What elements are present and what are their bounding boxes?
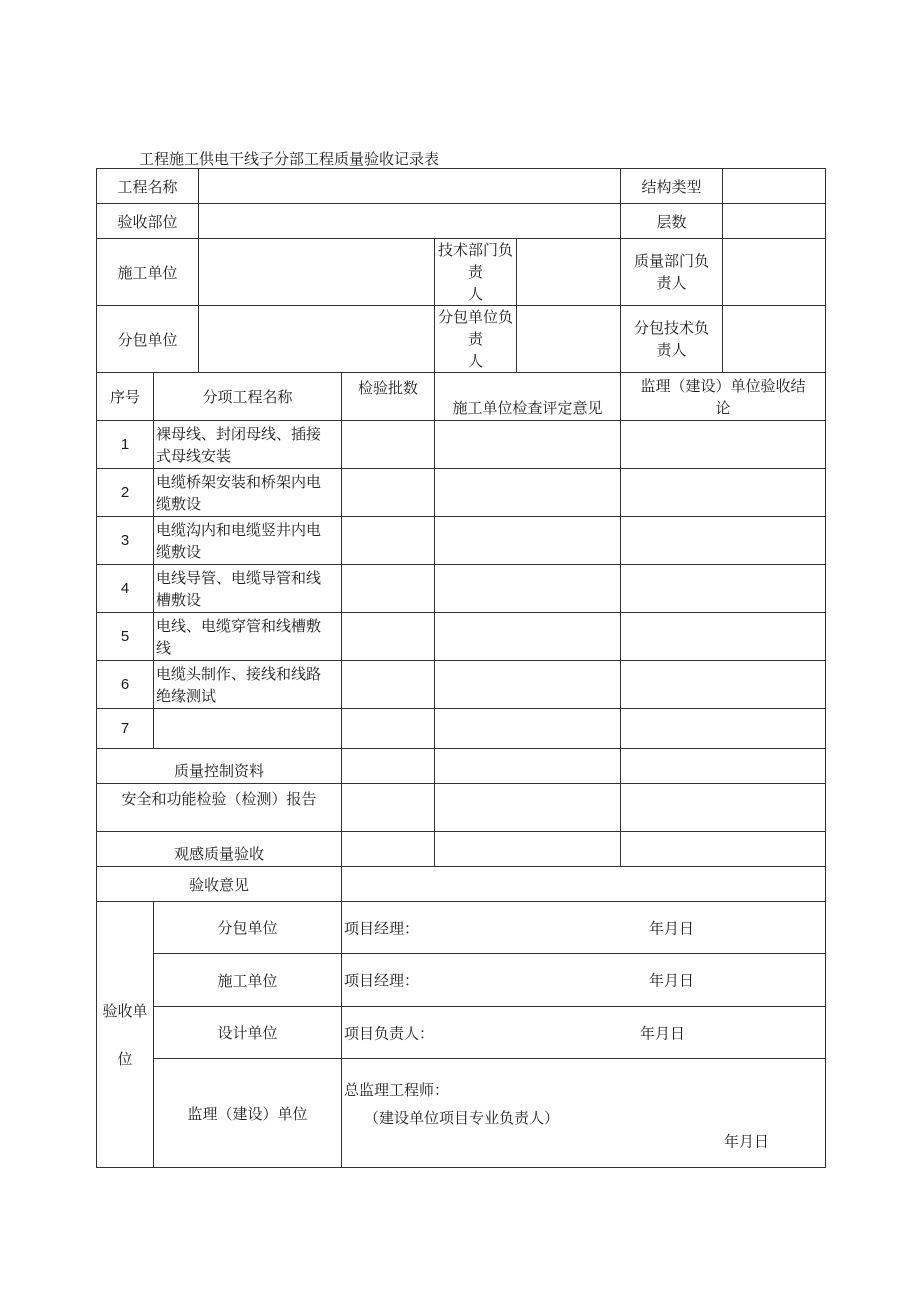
subcontract-unit-row: [97, 306, 826, 373]
form-title: 工程施工供电干线子分部工程质量验收记录表: [139, 150, 440, 168]
design-sign-row: [97, 1007, 826, 1059]
column-header-row: [97, 373, 826, 421]
subcontract-tech-label: 分包技术负 责人: [621, 306, 723, 373]
batch-count-cell[interactable]: [342, 421, 435, 469]
project-name-field[interactable]: [199, 169, 621, 204]
supervisor-conclusion-cell[interactable]: [621, 709, 826, 749]
table-row: [97, 709, 826, 749]
col-supervisor-conclusion: 监理（建设）单位验收结 论: [621, 373, 826, 421]
item-name: 电线、电缆穿管和线槽敷 线: [154, 613, 342, 661]
supervision-sign-cell[interactable]: [342, 1059, 826, 1168]
tech-head-field[interactable]: [517, 239, 621, 306]
supervisor-conclusion-cell[interactable]: [621, 517, 826, 565]
construction-sign-cell[interactable]: [342, 954, 826, 1007]
supervision-date: 年月日: [724, 1132, 770, 1151]
item-name: 电缆头制作、接线和线路 绝缘测试: [154, 661, 342, 709]
batch-count-cell[interactable]: [342, 469, 435, 517]
row-number: 3: [97, 517, 154, 565]
item-name: 裸母线、封闭母线、插接 式母线安装: [154, 421, 342, 469]
quality-control-label: 质量控制资料: [97, 749, 342, 784]
col-contractor-opinion: 施工单位检查评定意见: [435, 373, 621, 421]
subcontract-tech-field[interactable]: [723, 306, 826, 373]
quality-head-label: 质量部门负 责人: [621, 239, 723, 306]
quality-control-row: [97, 749, 826, 784]
batch-count-cell[interactable]: [342, 709, 435, 749]
subcontract-signer-label: 项目经理：: [344, 919, 420, 937]
safety-report-cell[interactable]: [342, 784, 435, 832]
acceptance-part-field[interactable]: [199, 204, 621, 239]
acceptance-opinion-row: [97, 867, 826, 902]
floors-label: 层数: [621, 204, 723, 239]
acceptance-record-table: [96, 168, 826, 1168]
structure-type-field[interactable]: [723, 169, 826, 204]
design-sign-cell[interactable]: [342, 1007, 826, 1059]
acceptance-opinion-label: 验收意见: [97, 867, 342, 902]
subcontract-sign-row: [97, 902, 826, 954]
row-number: 4: [97, 565, 154, 613]
batch-count-cell[interactable]: [342, 517, 435, 565]
item-name: 电线导管、电缆导管和线 槽敷设: [154, 565, 342, 613]
appearance-conclusion[interactable]: [621, 832, 826, 867]
supervisor-conclusion-cell[interactable]: [621, 661, 826, 709]
table-row: [97, 469, 826, 517]
appearance-row: [97, 832, 826, 867]
subcontract-head-field[interactable]: [517, 306, 621, 373]
chief-supervisor-label: 总监理工程师：: [344, 1081, 450, 1099]
contractor-opinion-cell[interactable]: [435, 421, 621, 469]
quality-control-cell[interactable]: [342, 749, 435, 784]
construction-sign-row: [97, 954, 826, 1007]
safety-report-opinion[interactable]: [435, 784, 621, 832]
safety-report-conclusion[interactable]: [621, 784, 826, 832]
row-number: 5: [97, 613, 154, 661]
construction-unit-field[interactable]: [199, 239, 435, 306]
table-row: [97, 421, 826, 469]
safety-report-label: 安全和功能检验（检测）报告: [97, 784, 342, 832]
supervision-sign-row: [97, 1059, 826, 1168]
item-name[interactable]: [154, 709, 342, 749]
contractor-opinion-cell[interactable]: [435, 613, 621, 661]
supervisor-conclusion-cell[interactable]: [621, 565, 826, 613]
acceptance-part-label: 验收部位: [97, 204, 199, 239]
row-number: 6: [97, 661, 154, 709]
batch-count-cell[interactable]: [342, 661, 435, 709]
appearance-opinion[interactable]: [435, 832, 621, 867]
acceptance-part-row: [97, 204, 826, 239]
contractor-opinion-cell[interactable]: [435, 517, 621, 565]
contractor-opinion-cell[interactable]: [435, 565, 621, 613]
col-batch-count: 检验批数: [342, 373, 435, 421]
floors-field[interactable]: [723, 204, 826, 239]
construction-signer-label: 项目经理：: [344, 971, 420, 990]
subcontract-head-label: 分包单位负责 人: [435, 306, 517, 373]
table-row: [97, 613, 826, 661]
supervisor-conclusion-cell[interactable]: [621, 613, 826, 661]
design-signer-label: 项目负责人：: [344, 1024, 435, 1042]
safety-report-row: [97, 784, 826, 832]
col-seq: 序号: [97, 373, 154, 421]
subcontract-unit-name: 分包单位: [154, 902, 342, 954]
acceptance-opinion-field[interactable]: [342, 867, 826, 902]
construction-date: 年月日: [649, 971, 695, 990]
construction-unit-name: 施工单位: [154, 954, 342, 1007]
contractor-opinion-cell[interactable]: [435, 661, 621, 709]
quality-head-field[interactable]: [723, 239, 826, 306]
design-date: 年月日: [640, 1024, 686, 1042]
batch-count-cell[interactable]: [342, 613, 435, 661]
table-row: [97, 565, 826, 613]
design-unit-name: 设计单位: [154, 1007, 342, 1059]
table-row: [97, 661, 826, 709]
owner-rep-label: （建设单位项目专业负责人）: [364, 1109, 560, 1127]
project-name-label: 工程名称: [97, 169, 199, 204]
quality-control-opinion[interactable]: [435, 749, 621, 784]
structure-type-label: 结构类型: [621, 169, 723, 204]
supervisor-conclusion-cell[interactable]: [621, 421, 826, 469]
col-item-name: 分项工程名称: [154, 373, 342, 421]
row-number: 7: [97, 709, 154, 749]
appearance-label: 观感质量验收: [97, 832, 342, 867]
subcontract-unit-field[interactable]: [199, 306, 435, 373]
table-row: [97, 517, 826, 565]
appearance-cell[interactable]: [342, 832, 435, 867]
row-number: 1: [97, 421, 154, 469]
supervision-unit-name: 监理（建设）单位: [154, 1059, 342, 1168]
construction-unit-row: [97, 239, 826, 306]
construction-unit-label: 施工单位: [97, 239, 199, 306]
subcontract-date: 年月日: [649, 919, 695, 937]
tech-head-label: 技术部门负责 人: [435, 239, 517, 306]
subcontract-sign-cell[interactable]: [342, 902, 826, 954]
row-number: 2: [97, 469, 154, 517]
item-name: 电缆桥架安装和桥架内电 缆敷设: [154, 469, 342, 517]
batch-count-cell[interactable]: [342, 565, 435, 613]
item-name: 电缆沟内和电缆竖井内电 缆敷设: [154, 517, 342, 565]
project-name-row: [97, 169, 826, 204]
supervisor-conclusion-cell[interactable]: [621, 469, 826, 517]
acceptance-units-label: 验收单 位: [97, 902, 154, 1168]
subcontract-unit-label: 分包单位: [97, 306, 199, 373]
contractor-opinion-cell[interactable]: [435, 709, 621, 749]
contractor-opinion-cell[interactable]: [435, 469, 621, 517]
quality-control-conclusion[interactable]: [621, 749, 826, 784]
